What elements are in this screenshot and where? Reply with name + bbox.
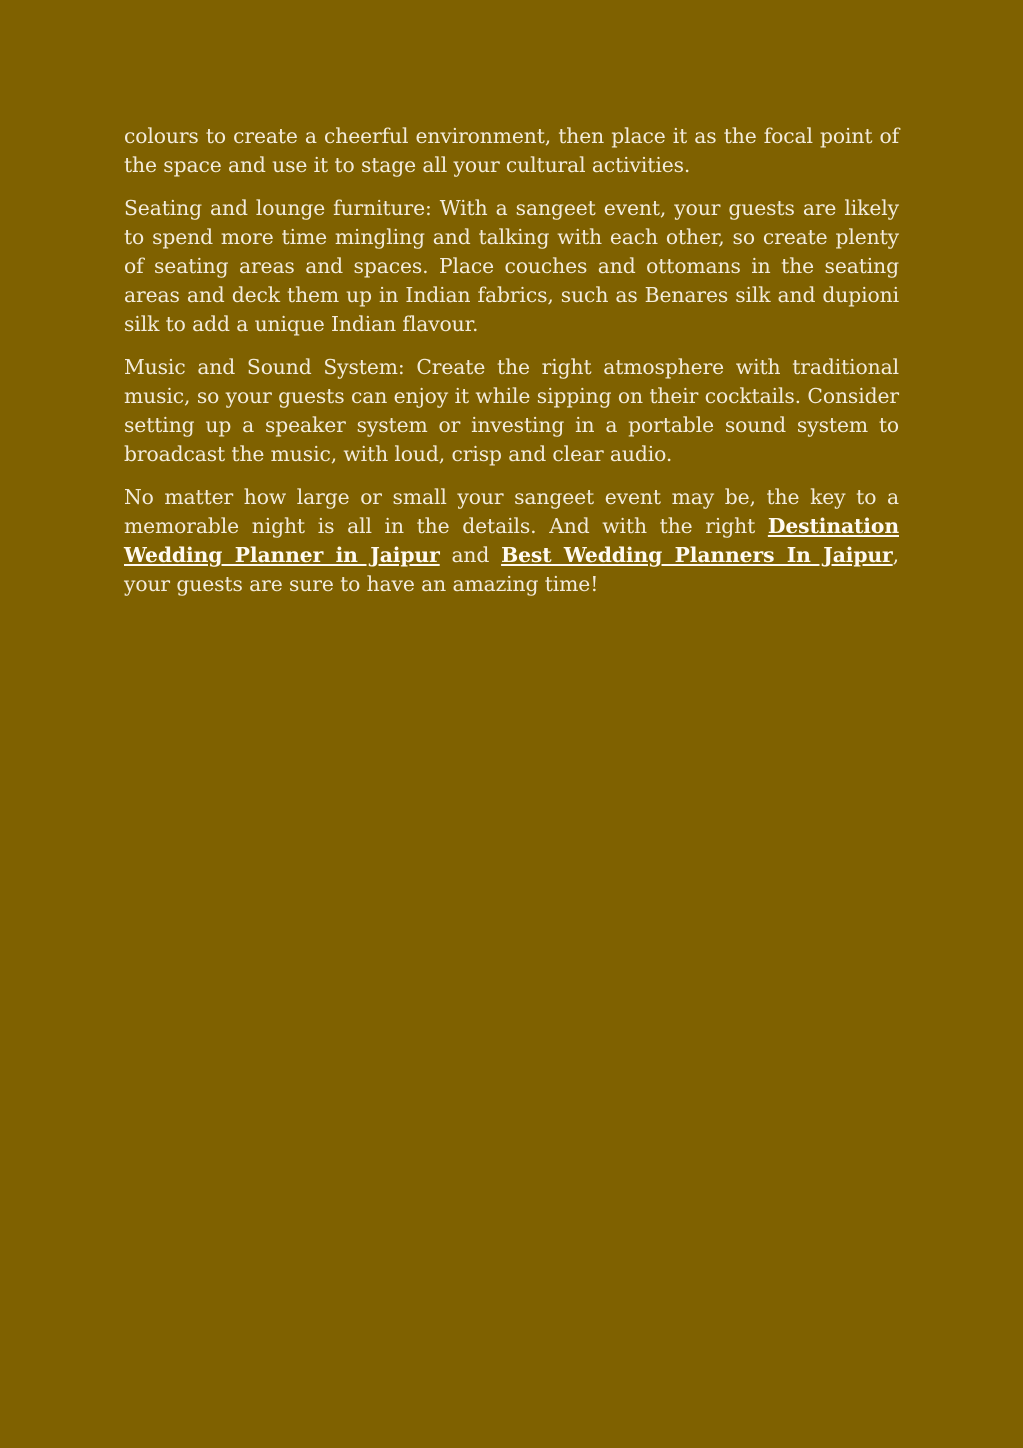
conclusion-text-end: , your guests are sure to have an amazing time! [124,543,900,596]
conclusion-text-start: No matter how large or small your sangeet event may be, the key to a memorable night is all in the details. And with the right [124,485,899,538]
destination-wedding-planner-link[interactable]: Destination Wedding Planner in Jaipur [124,514,899,567]
paragraph-seating-furniture: Seating and lounge furniture: With a sangeet event, your guests are likely to spend more time mingling and talking with each other, so create plenty of seating areas and spaces. Place couches and ottomans in the seating areas and deck them up in Indian fabrics, such as Benares silk and dupioni silk to add a unique Indian flavour. [124,196,899,336]
best-wedding-planners-link[interactable]: Best Wedding Planners In Jaipur [501,543,893,567]
paragraph-conclusion [124,483,899,599]
paragraph-music-sound: Music and Sound System: Create the right atmosphere with traditional music, so your guests can enjoy it while sipping on their cocktails. Consider setting up a speaker system or investing in a portable sound system to broadcast the music, with loud, crisp and clear audio. [124,355,899,466]
paragraph-cultural-stage: colours to create a cheerful environment, then place it as the focal point of the space and use it to stage all your cultural activities. [124,124,899,177]
conclusion-text-middle: and [439,543,502,567]
document-page [124,122,899,613]
